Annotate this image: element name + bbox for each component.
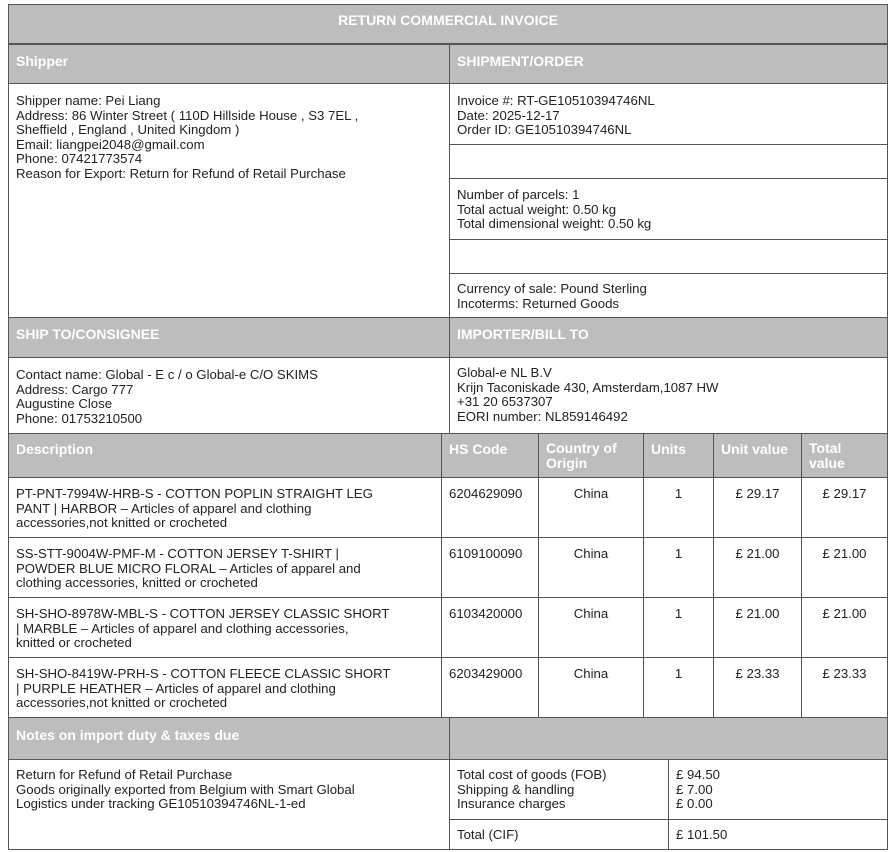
item-country: China xyxy=(538,537,644,598)
shipper-header: Shipper xyxy=(8,44,450,84)
item-description-line: accessories,not knitted or crocheted xyxy=(16,695,228,711)
col-total-line2: value xyxy=(809,455,845,471)
item-hs-code: 6203429000 xyxy=(441,657,539,718)
importer-phone: +31 20 6537307 xyxy=(457,394,553,410)
item-total-value: £ 29.17 xyxy=(801,477,888,538)
importer-details xyxy=(449,357,888,434)
notes-line1: Return for Refund of Retail Purchase xyxy=(16,767,233,782)
currency-info xyxy=(449,273,888,318)
item-total-value: £ 21.00 xyxy=(801,537,888,598)
item-country: China xyxy=(538,657,644,718)
item-description-line: PT-PNT-7994W-HRB-S - COTTON POPLIN STRAIGHT LEG xyxy=(16,486,373,501)
item-description xyxy=(8,597,442,658)
col-total-line1: Total xyxy=(809,440,842,456)
cif-value: £ 101.50 xyxy=(668,819,888,850)
col-description: Description xyxy=(8,433,442,478)
item-units: 1 xyxy=(643,477,714,538)
invoice-number: Invoice #: RT-GE10510394746NL xyxy=(457,93,655,108)
col-total-value xyxy=(801,433,888,478)
totals-header-blank xyxy=(449,717,888,760)
empty-cell xyxy=(449,144,888,179)
dimensional-weight: Total dimensional weight: 0.50 kg xyxy=(457,216,652,232)
shipper-details xyxy=(8,83,450,318)
item-description-line: | MARBLE – Articles of apparel and clothing accessories, xyxy=(16,620,349,636)
item-unit-value: £ 29.17 xyxy=(713,477,802,538)
item-units: 1 xyxy=(643,597,714,658)
col-hs-code: HS Code xyxy=(441,433,539,478)
consignee-contact: Contact name: Global - E c / o Global-e C/O SKIMS xyxy=(16,367,318,382)
shipper-name: Shipper name: Pei Liang xyxy=(16,93,161,108)
item-total-value: £ 23.33 xyxy=(801,657,888,718)
item-description-line: POWDER BLUE MICRO FLORAL – Articles of apparel and xyxy=(16,560,361,576)
item-units: 1 xyxy=(643,537,714,598)
col-unit-value: Unit value xyxy=(713,433,802,478)
item-description-line: knitted or crocheted xyxy=(16,635,132,651)
item-units: 1 xyxy=(643,657,714,718)
shipper-address-line1: Address: 86 Winter Street ( 110D Hillside House , S3 7EL , xyxy=(16,107,359,123)
item-description-line: clothing accessories, knitted or crocheted xyxy=(16,575,258,591)
shipper-email: Email: liangpei2048@gmail.com xyxy=(16,136,205,152)
item-hs-code: 6103420000 xyxy=(441,597,539,658)
item-hs-code: 6204629090 xyxy=(441,477,539,538)
item-description xyxy=(8,477,442,538)
incoterms: Incoterms: Returned Goods xyxy=(457,295,619,311)
shipper-reason: Reason for Export: Return for Refund of Retail Purchase xyxy=(16,165,346,181)
shipper-address-line2: Sheffield , England , United Kingdom ) xyxy=(16,122,240,138)
currency-of-sale: Currency of sale: Pound Sterling xyxy=(457,281,647,296)
item-unit-value: £ 23.33 xyxy=(713,657,802,718)
item-country: China xyxy=(538,597,644,658)
ship-to-details xyxy=(8,357,450,434)
empty-cell xyxy=(449,239,888,274)
consignee-phone: Phone: 01753210500 xyxy=(16,410,143,426)
insurance-value: £ 0.00 xyxy=(676,796,713,812)
item-hs-code: 6109100090 xyxy=(441,537,539,598)
importer-name: Global-e NL B.V xyxy=(457,365,552,380)
notes-details xyxy=(8,759,450,850)
notes-header: Notes on import duty & taxes due xyxy=(8,717,450,760)
totals-values xyxy=(668,759,888,820)
ship-to-header: SHIP TO/CONSIGNEE xyxy=(8,317,450,358)
importer-address: Krijn Taconiskade 430, Amsterdam,1087 HW xyxy=(457,379,719,395)
notes-line3: Logistics under tracking GE10510394746NL-1-ed xyxy=(16,796,306,812)
consignee-address: Address: Cargo 777 xyxy=(16,381,134,397)
col-country-line2: Origin xyxy=(546,455,588,471)
col-country-of-origin xyxy=(538,433,644,478)
item-description xyxy=(8,657,442,718)
col-units: Units xyxy=(643,433,714,478)
shipment-header: SHIPMENT/ORDER xyxy=(449,44,888,84)
importer-eori: EORI number: NL859146492 xyxy=(457,408,628,424)
insurance-label: Insurance charges xyxy=(457,796,566,812)
shipping-label: Shipping & handling xyxy=(457,781,575,797)
item-description-line: SH-SHO-8419W-PRH-S - COTTON FLEECE CLASSIC SHORT xyxy=(16,666,391,681)
invoice-title: RETURN COMMERCIAL INVOICE xyxy=(8,4,888,44)
invoice-date: Date: 2025-12-17 xyxy=(457,107,560,123)
item-description-line: SS-STT-9004W-PMF-M - COTTON JERSEY T-SHIRT | xyxy=(16,546,339,561)
col-country-line1: Country of xyxy=(546,440,617,456)
order-id: Order ID: GE10510394746NL xyxy=(457,122,632,138)
item-unit-value: £ 21.00 xyxy=(713,597,802,658)
item-description xyxy=(8,537,442,598)
totals-labels xyxy=(449,759,669,820)
consignee-address-line2: Augustine Close xyxy=(16,396,113,412)
total-goods-value: £ 94.50 xyxy=(676,767,720,782)
item-country: China xyxy=(538,477,644,538)
parcel-info xyxy=(449,178,888,240)
shipper-phone: Phone: 07421773574 xyxy=(16,151,143,167)
item-total-value: £ 21.00 xyxy=(801,597,888,658)
cif-label: Total (CIF) xyxy=(449,819,669,850)
item-description-line: | PURPLE HEATHER – Articles of apparel and clothing xyxy=(16,680,336,696)
notes-line2: Goods originally exported from Belgium with Smart Global xyxy=(16,781,355,797)
total-goods-label: Total cost of goods (FOB) xyxy=(457,767,607,782)
item-description-line: accessories,not knitted or crocheted xyxy=(16,515,228,531)
item-description-line: SH-SHO-8978W-MBL-S - COTTON JERSEY CLASSIC SHORT xyxy=(16,606,390,621)
item-description-line: PANT | HARBOR – Articles of apparel and clothing xyxy=(16,500,312,516)
importer-header: IMPORTER/BILL TO xyxy=(449,317,888,358)
invoice-info xyxy=(449,83,888,145)
item-unit-value: £ 21.00 xyxy=(713,537,802,598)
actual-weight: Total actual weight: 0.50 kg xyxy=(457,201,617,217)
parcel-count: Number of parcels: 1 xyxy=(457,187,580,202)
shipping-value: £ 7.00 xyxy=(676,781,713,797)
